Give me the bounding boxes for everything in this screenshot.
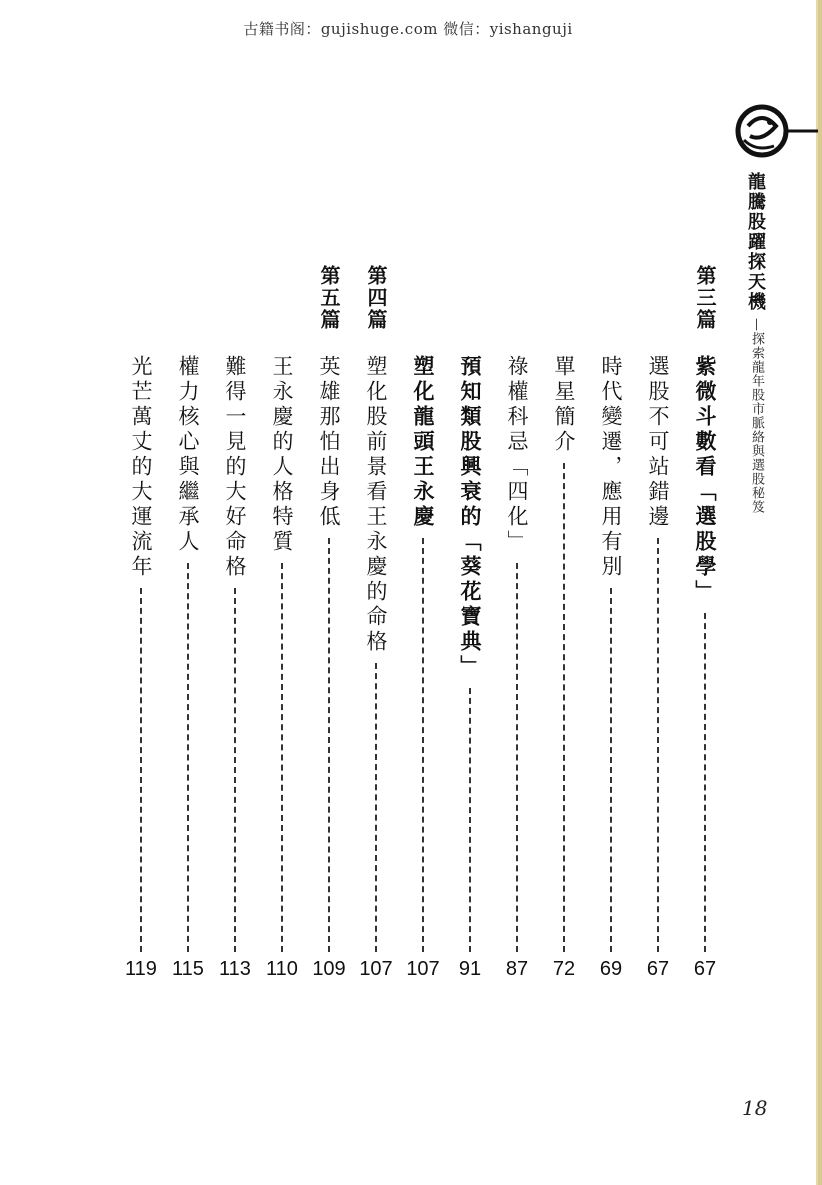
toc-entry-title: 英雄那怕出身低 [317, 355, 341, 530]
toc-page-number: 110 [266, 958, 298, 980]
toc-page-number: 119 [125, 958, 157, 980]
toc-entry-title: 選股不可站錯邊 [646, 355, 670, 530]
toc-page-number: 72 [552, 958, 576, 980]
page-number: 18 [742, 1096, 768, 1120]
toc-entry-title: 權力核心與繼承人 [176, 355, 200, 555]
series-subtitle: —探索龍年股市脈絡與選股秘笈 [749, 318, 764, 514]
dot-leader [610, 588, 612, 952]
dot-leader [704, 613, 706, 952]
toc-entry [690, 0, 720, 1185]
toc-entry [220, 0, 250, 1185]
toc-entry [643, 0, 673, 1185]
toc-entry [596, 0, 626, 1185]
toc-page-number: 91 [458, 958, 482, 980]
dot-leader [375, 663, 377, 952]
toc-entry [314, 0, 344, 1185]
toc-entry-title: 難得一見的大好命格 [223, 355, 247, 580]
toc-page-number: 109 [312, 958, 346, 980]
toc-page-number: 67 [693, 958, 717, 980]
dot-leader [281, 563, 283, 952]
chapter-label: 第五篇 [317, 265, 341, 331]
dot-leader [422, 538, 424, 952]
toc-page-number: 67 [646, 958, 670, 980]
dragon-emblem-icon [730, 96, 820, 166]
toc-entry [126, 0, 156, 1185]
watermark: 古籍书阁：gujishuge.com 微信：yishanguji [243, 20, 573, 38]
toc-entry-title: 紫微斗數看「選股學」 [693, 355, 718, 605]
dot-leader [657, 538, 659, 952]
dot-leader [187, 563, 189, 952]
toc-entry [408, 0, 438, 1185]
toc-entry-title: 王永慶的人格特質 [270, 355, 294, 555]
toc-entry-title: 時代變遷，應用有別 [599, 355, 623, 580]
toc-page-number: 107 [359, 958, 393, 980]
dot-leader [234, 588, 236, 952]
toc-entry [361, 0, 391, 1185]
dot-leader [328, 538, 330, 952]
series-title: 龍騰股躍探天機 [745, 172, 766, 312]
toc-entry-title: 塑化股前景看王永慶的命格 [364, 355, 388, 655]
toc-page-number: 87 [505, 958, 529, 980]
chapter-label: 第四篇 [364, 265, 388, 331]
toc-entry [267, 0, 297, 1185]
toc-page-number: 115 [172, 958, 204, 980]
toc-page-number: 107 [406, 958, 440, 980]
toc-entry-title: 光芒萬丈的大運流年 [129, 355, 153, 580]
toc-page-number: 69 [599, 958, 623, 980]
toc-entry-title: 單星簡介 [552, 355, 576, 455]
dot-leader [563, 463, 565, 952]
toc-entry-title: 預知類股興衰的「葵花寶典」 [458, 355, 483, 680]
toc-entry-title: 祿權科忌「四化」 [505, 355, 529, 555]
toc-entry [502, 0, 532, 1185]
toc-entry [455, 0, 485, 1185]
toc-page-number: 113 [219, 958, 251, 980]
dot-leader [140, 588, 142, 952]
toc-entry [173, 0, 203, 1185]
toc-entry-title: 塑化龍頭王永慶 [411, 355, 436, 530]
toc-entry [549, 0, 579, 1185]
dot-leader [469, 688, 471, 952]
dot-leader [516, 563, 518, 952]
chapter-label: 第三篇 [693, 265, 717, 331]
